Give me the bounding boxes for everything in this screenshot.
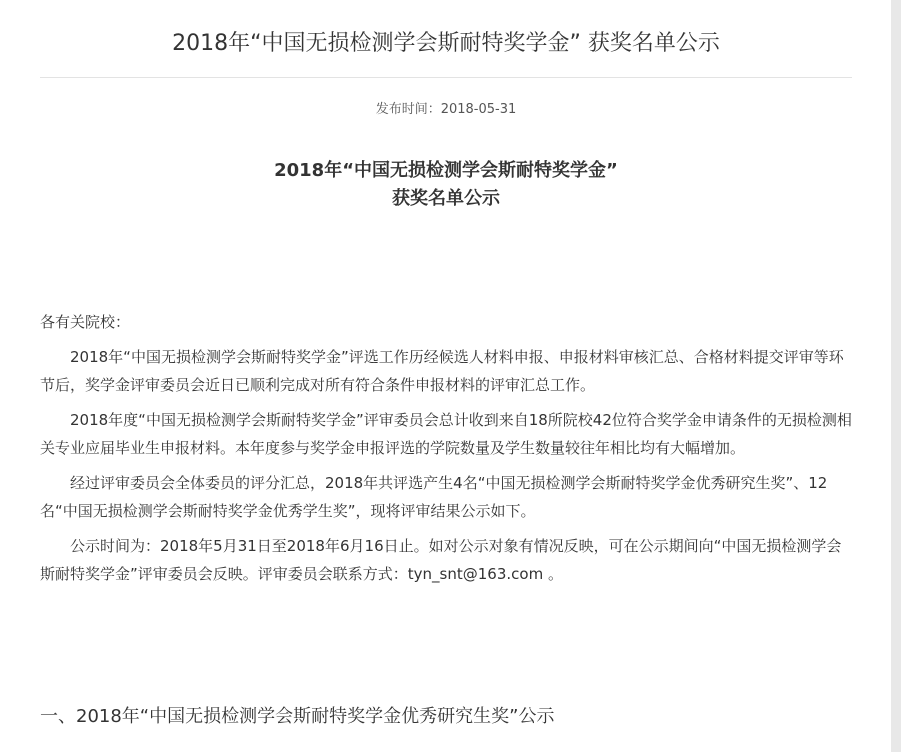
section-heading-1: 一、2018年“中国无损检测学会斯耐特奖学金优秀研究生奖”公示 (40, 706, 555, 727)
title-divider (40, 77, 852, 78)
publish-label: 发布时间： (375, 102, 441, 117)
paragraph-4: 公示时间为：2018年5月31日至2018年6月16日止。如对公示对象有情况反映，可在公示期间向“中国无损检测学会斯耐特奖学金”评审委员会反映。评审委员会联系方式：tyn_snt@163.com 。 (40, 537, 842, 583)
article-heading-line-2: 获奖名单公示 (392, 188, 500, 209)
paragraph-1: 2018年“中国无损检测学会斯耐特奖学金”评选工作历经候选人材料申报、申报材料审核汇总、合格材料提交评审等环节后，奖学金评审委员会近日已顺利完成对所有符合条件申报材料的评审汇总工作。 (40, 348, 844, 394)
article-body (40, 308, 852, 595)
article-heading (40, 157, 852, 213)
page-title: 2018年“中国无损检测学会斯耐特奖学金” 获奖名单公示 (172, 31, 720, 56)
article-container (40, 0, 852, 727)
publish-date: 2018-05-31 (440, 102, 517, 117)
salutation: 各有关院校： (40, 313, 131, 331)
publish-meta (40, 100, 852, 120)
article-heading-line-1: 2018年“中国无损检测学会斯耐特奖学金” (274, 160, 618, 181)
paragraph-3: 经过评审委员会全体委员的评分汇总，2018年共评选产生4名“中国无损检测学会斯耐特奖学金优秀研究生奖”、12名“中国无损检测学会斯耐特奖学金优秀学生奖”，现将评审结果公示如下。 (40, 474, 828, 520)
scrollbar-track[interactable] (891, 0, 901, 752)
paragraph-2: 2018年度“中国无损检测学会斯耐特奖学金”评审委员会总计收到来自18所院校42位符合奖学金申请条件的无损检测相关专业应届毕业生申报材料。本年度参与奖学金申报评选的学院数量及学生数量较往年相比均有大幅增加。 (40, 411, 852, 457)
